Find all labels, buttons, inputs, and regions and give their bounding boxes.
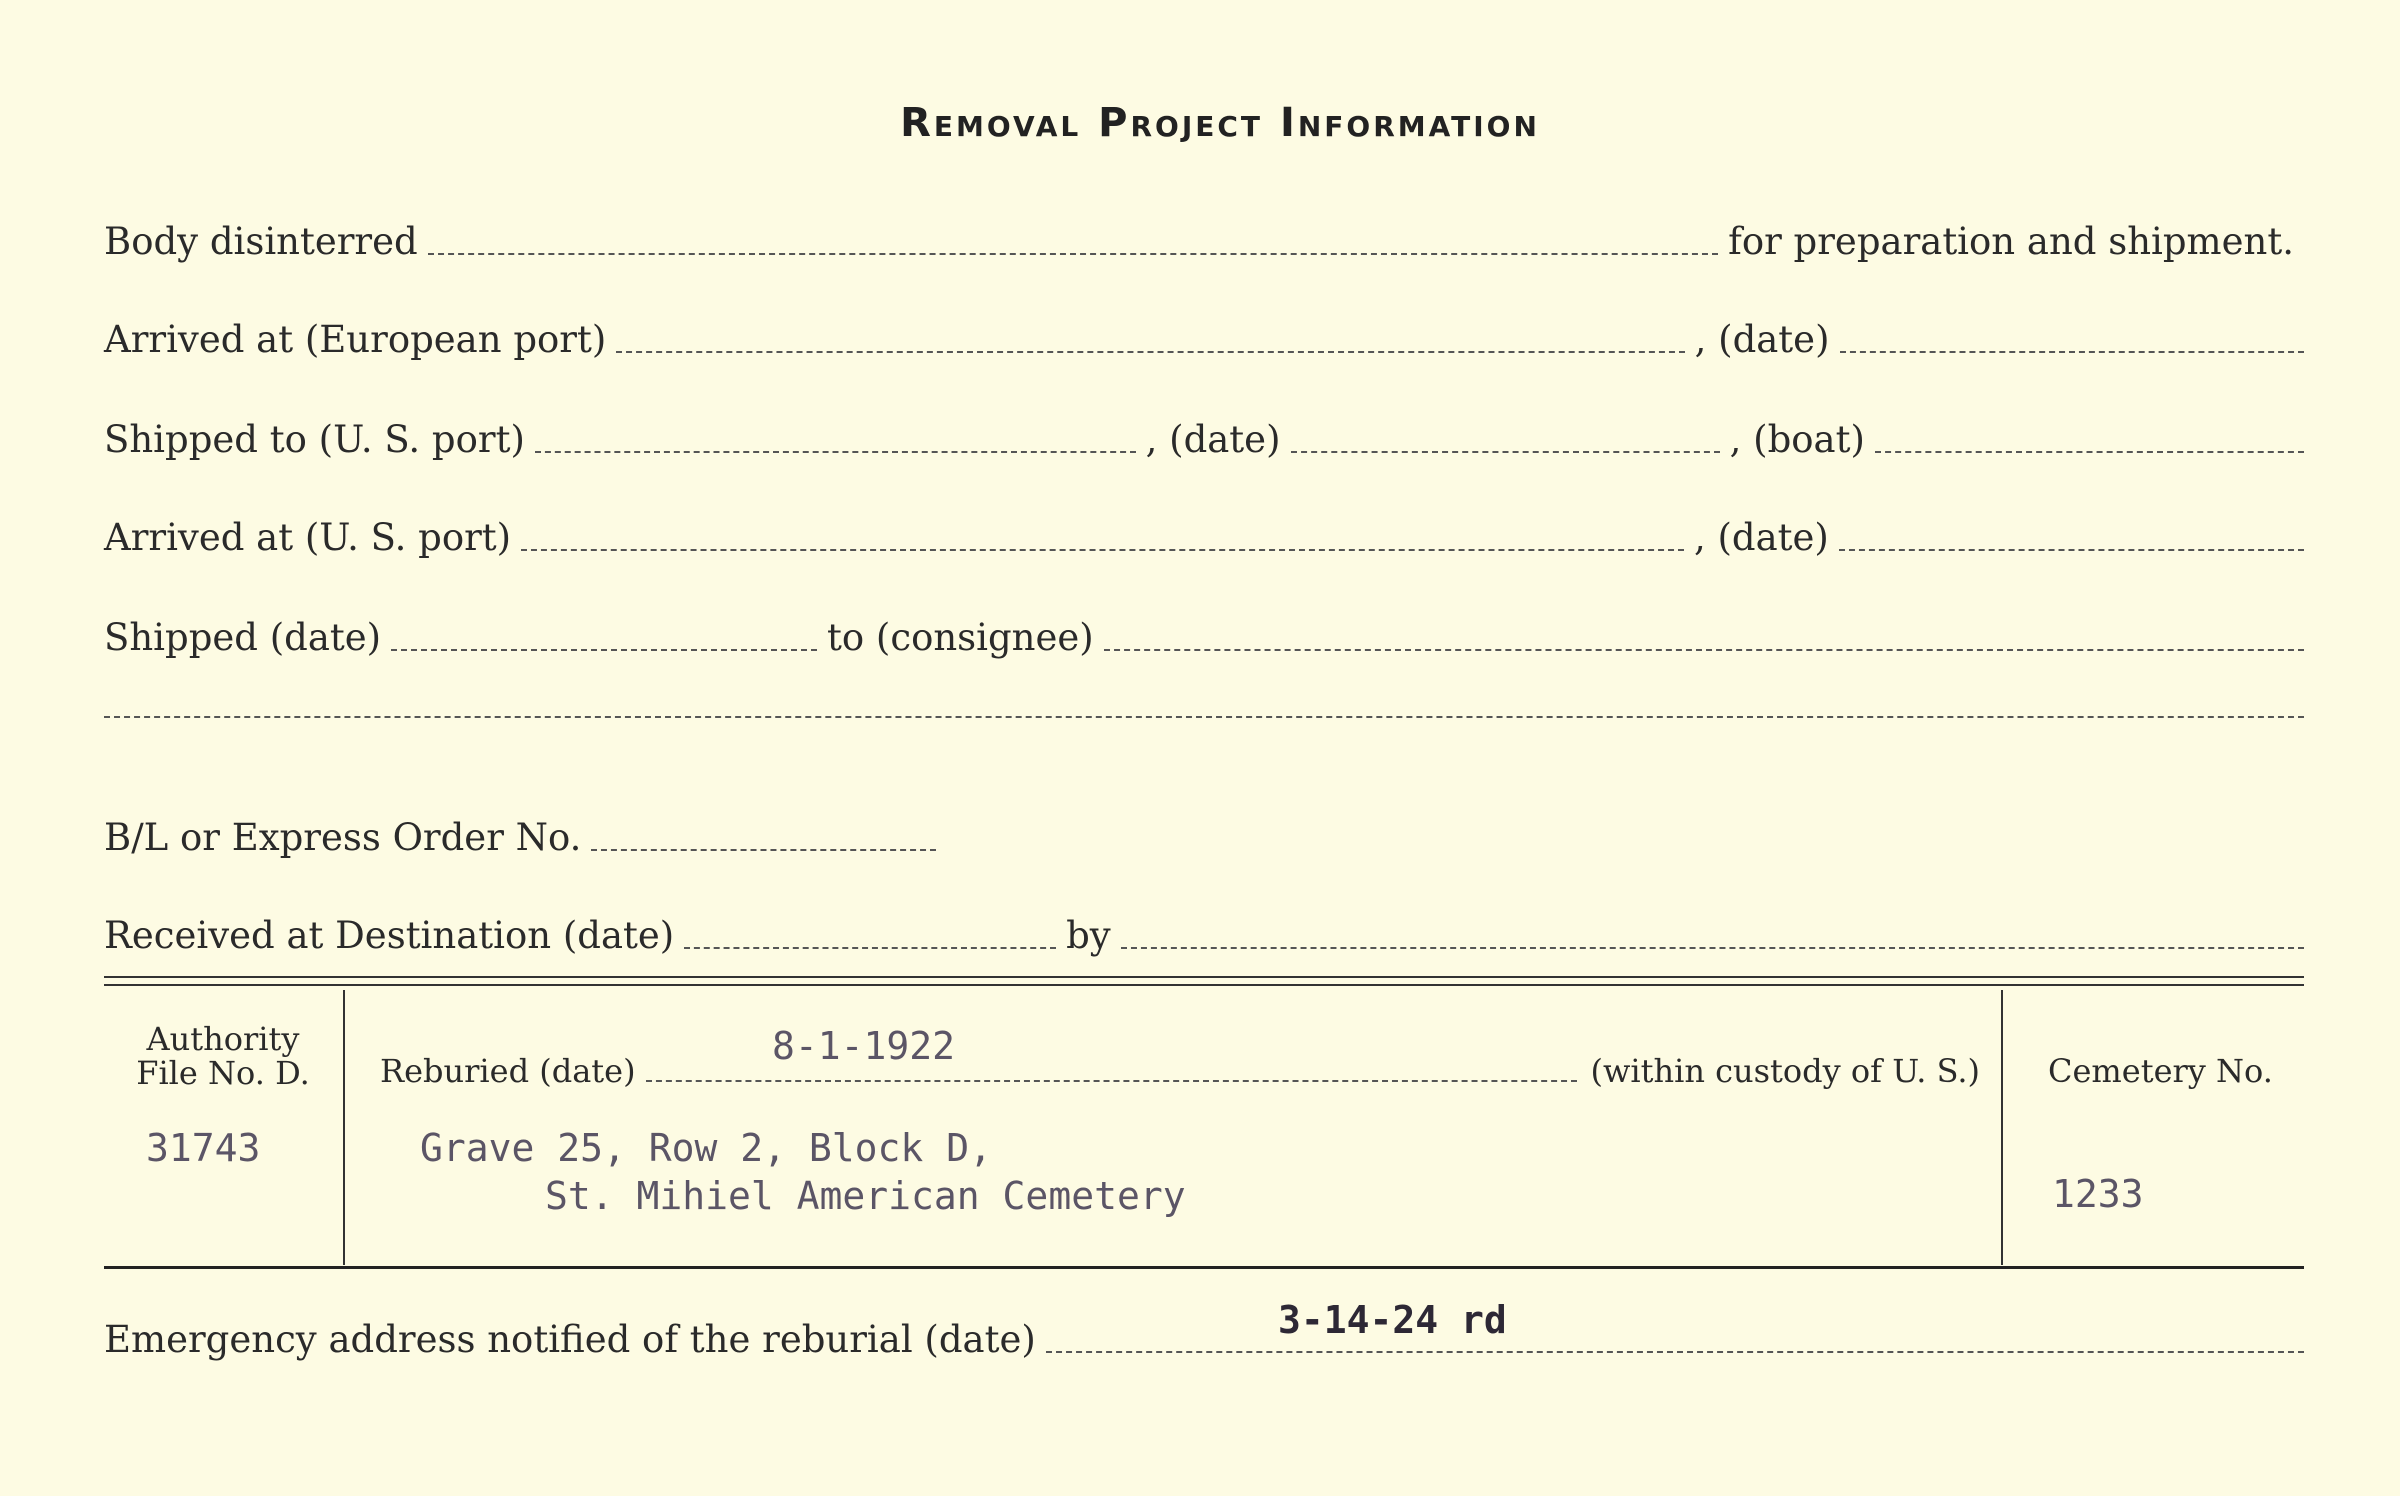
label-boat: , (boat) bbox=[1729, 418, 1865, 461]
row-consignee-continued bbox=[104, 716, 2304, 727]
cemetery-no-value[interactable]: 1233 bbox=[2052, 1172, 2144, 1216]
blank-european-port[interactable] bbox=[616, 351, 1684, 353]
blank-us-port[interactable] bbox=[535, 451, 1136, 453]
blank-arrived-us-date[interactable] bbox=[1839, 549, 2304, 551]
form-title: Removal Project Information bbox=[900, 100, 1540, 146]
label-consignee: to (consignee) bbox=[827, 616, 1094, 659]
label-custody: (within custody of U. S.) bbox=[1590, 1052, 1980, 1090]
label-date: , (date) bbox=[1694, 318, 1830, 361]
row-shipped-to-us bbox=[104, 418, 2304, 462]
blank-emergency-date[interactable] bbox=[1046, 1351, 2304, 1353]
label-arrived-us-port: Arrived at (U. S. port) bbox=[104, 516, 512, 559]
label-cemetery-no: Cemetery No. bbox=[2048, 1052, 2273, 1090]
column-divider-left bbox=[343, 990, 345, 1265]
grave-location-line2[interactable]: St. Mihiel American Cemetery bbox=[545, 1174, 1186, 1218]
row-bl-express bbox=[104, 816, 2304, 860]
emergency-date-value[interactable]: 3-14-24 rd bbox=[1278, 1298, 1507, 1342]
label-shipped-date: Shipped (date) bbox=[104, 616, 382, 659]
column-divider-right bbox=[2001, 990, 2003, 1265]
blank-received-by[interactable] bbox=[1121, 947, 2304, 949]
label-arrived-european-port: Arrived at (European port) bbox=[104, 318, 607, 361]
label-emergency-address: Emergency address notified of the reburial (date) bbox=[104, 1318, 1036, 1361]
blank-european-date[interactable] bbox=[1840, 351, 2304, 353]
row-shipped-consignee bbox=[104, 616, 2304, 660]
row-arrived-european bbox=[104, 318, 2304, 362]
blank-arrived-us-port[interactable] bbox=[521, 549, 1684, 551]
row-body-disinterred bbox=[104, 220, 2304, 264]
blank-received-date[interactable] bbox=[684, 947, 1056, 949]
label-bl-express-order: B/L or Express Order No. bbox=[104, 816, 582, 859]
blank-reburied-date[interactable] bbox=[646, 1080, 1577, 1082]
blank-consignee[interactable] bbox=[1104, 649, 2304, 651]
section-bottom-rule bbox=[104, 1266, 2304, 1269]
blank-bl-express-order[interactable] bbox=[591, 849, 936, 851]
grave-location-line1[interactable]: Grave 25, Row 2, Block D, bbox=[420, 1126, 992, 1170]
reburied-date-value[interactable]: 8-1-1922 bbox=[772, 1024, 956, 1068]
row-emergency bbox=[104, 1318, 2304, 1362]
authority-label-line2: File No. D. bbox=[136, 1054, 310, 1092]
reburied-row bbox=[380, 1054, 1980, 1088]
blank-boat[interactable] bbox=[1875, 451, 2304, 453]
row-arrived-us bbox=[104, 516, 2304, 560]
label-shipped-to-us-port: Shipped to (U. S. port) bbox=[104, 418, 525, 461]
label-reburied-date: Reburied (date) bbox=[380, 1052, 636, 1090]
row-received-destination bbox=[104, 914, 2304, 958]
authority-label bbox=[110, 1022, 336, 1090]
section-divider bbox=[104, 976, 2304, 986]
label-by: by bbox=[1066, 914, 1111, 957]
label-date: , (date) bbox=[1145, 418, 1281, 461]
label-preparation-shipment: for preparation and shipment. bbox=[1728, 220, 2294, 263]
authority-file-no[interactable]: 31743 bbox=[146, 1126, 261, 1170]
label-date: , (date) bbox=[1693, 516, 1829, 559]
authority-label-line1: Authority bbox=[146, 1020, 300, 1058]
blank-shipped-date-2[interactable] bbox=[391, 649, 817, 651]
blank-body-disinterred[interactable] bbox=[428, 253, 1718, 255]
label-body-disinterred: Body disinterred bbox=[104, 220, 418, 263]
blank-shipped-date[interactable] bbox=[1291, 451, 1720, 453]
blank-consignee-continued[interactable] bbox=[104, 716, 2304, 718]
label-received-destination: Received at Destination (date) bbox=[104, 914, 675, 957]
